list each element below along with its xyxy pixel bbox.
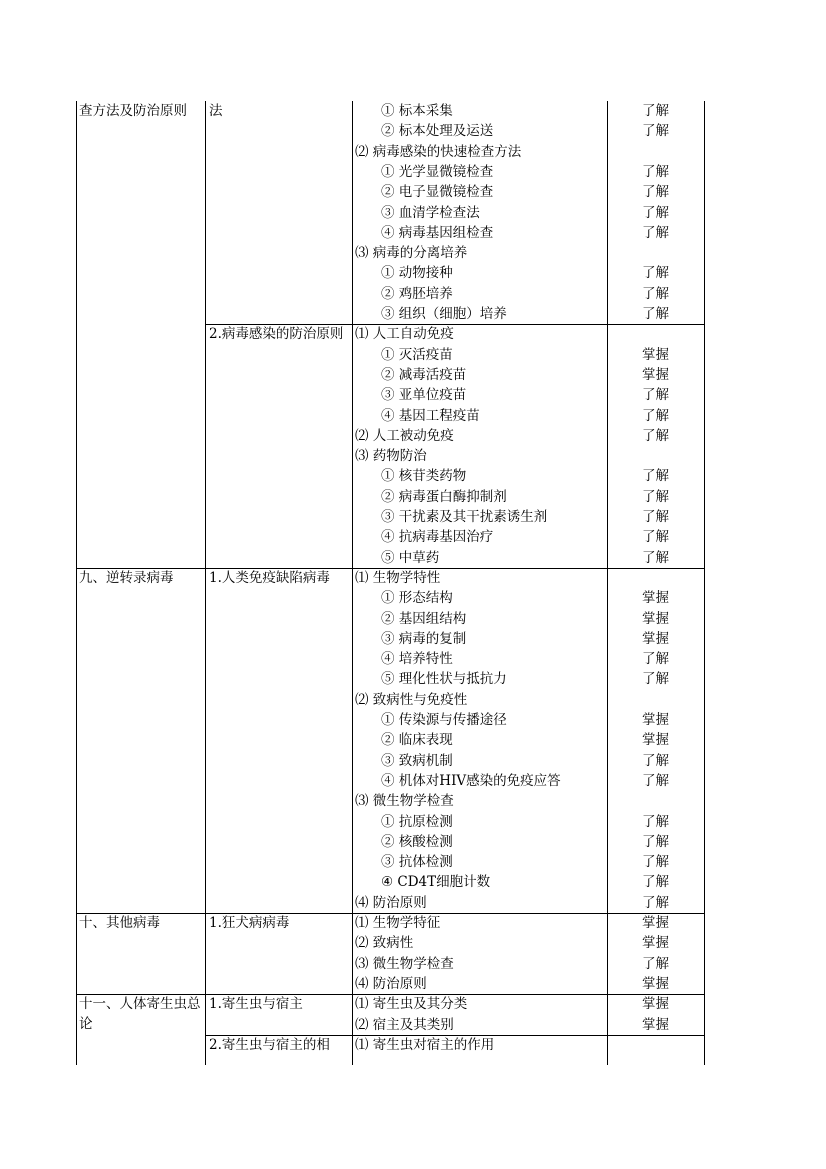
item-cell: ⑵ 病毒感染的快速检查方法: [355, 143, 522, 160]
item-cell: ④ CD4T细胞计数: [381, 874, 491, 891]
unit-cell: 法: [209, 103, 223, 119]
table-row: [76, 203, 706, 223]
requirement-level-cell: 了解: [642, 529, 669, 546]
item-cell: ⑶ 微生物学检查: [355, 955, 454, 972]
table-row: [76, 426, 706, 446]
table-row: [76, 466, 706, 486]
unit-cell: 1.人类免疫缺陷病毒: [209, 569, 330, 586]
table-row: [76, 832, 706, 852]
table-row: [76, 609, 706, 629]
requirement-level-cell: 了解: [642, 163, 669, 180]
table-row: [76, 872, 706, 892]
table-row: [76, 527, 706, 547]
table-row: [76, 669, 706, 689]
item-cell: ⑴ 寄生虫及其分类: [355, 996, 468, 1013]
requirement-level-cell: 了解: [642, 427, 669, 444]
requirement-level-cell: 了解: [642, 671, 669, 688]
table-row: [76, 791, 706, 811]
item-cell: ① 抗原检测: [381, 813, 453, 830]
requirement-level-cell: 掌握: [642, 610, 669, 627]
table-row: [76, 182, 706, 202]
requirement-level-cell: 了解: [642, 549, 669, 566]
item-cell: ② 减毒活疫苗: [381, 366, 467, 383]
table-row: [76, 345, 706, 365]
item-cell: ③ 致病机制: [381, 752, 453, 769]
requirement-level-cell: 掌握: [642, 346, 669, 363]
item-cell: ⑶ 病毒的分离培养: [355, 245, 468, 262]
table-row: [76, 954, 706, 974]
table-row: [76, 649, 706, 669]
requirement-level-cell: 了解: [642, 387, 669, 404]
requirement-level-cell: 掌握: [642, 732, 669, 749]
item-cell: ⑴ 生物学特性: [355, 569, 441, 586]
requirement-level-cell: 掌握: [642, 1016, 669, 1033]
chapter-cell: 九、逆转录病毒: [79, 569, 174, 586]
item-cell: ⑷ 防治原则: [355, 894, 427, 911]
requirement-level-cell: 掌握: [642, 590, 669, 607]
table-row: [76, 913, 706, 933]
item-cell: ① 灭活疫苗: [381, 346, 453, 363]
chapter-cell: 查方法及防治原则: [79, 103, 187, 119]
item-cell: ④ 培养特性: [381, 651, 453, 668]
requirement-level-cell: 掌握: [642, 366, 669, 383]
item-cell: ③ 抗体检测: [381, 854, 453, 871]
table-row: [76, 548, 706, 568]
table-row: [76, 751, 706, 771]
item-cell: ② 基因组结构: [381, 610, 467, 627]
unit-cell: 1.寄生虫与宿主: [209, 996, 303, 1013]
item-cell: ⑶ 药物防治: [355, 448, 427, 465]
requirement-level-cell: 掌握: [642, 915, 669, 931]
item-cell: ⑷ 防治原则: [355, 975, 427, 992]
item-cell: ⑤ 理化性状与抵抗力: [381, 671, 507, 688]
table-row: [76, 406, 706, 426]
table-row: [76, 568, 706, 588]
table-row: [76, 446, 706, 466]
item-cell: ① 形态结构: [381, 590, 453, 607]
requirement-level-cell: 了解: [642, 103, 669, 119]
requirement-level-cell: 了解: [642, 204, 669, 221]
item-cell: ⑴ 寄生虫对宿主的作用: [355, 1036, 495, 1053]
table-row: [76, 101, 706, 121]
table-row: [76, 223, 706, 243]
item-cell: ④ 病毒基因组检查: [381, 224, 494, 241]
table-row: [76, 852, 706, 872]
item-cell: ① 光学显微镜检查: [381, 163, 494, 180]
table-row: [76, 304, 706, 324]
requirement-level-cell: 了解: [642, 894, 669, 911]
requirement-level-cell: 了解: [642, 772, 669, 789]
table-row: [76, 812, 706, 832]
table-row: [76, 487, 706, 507]
unit-cell: 2.病毒感染的防治原则: [209, 326, 344, 343]
item-cell: ⑴ 人工自动免疫: [355, 326, 454, 343]
item-cell: ⑴ 生物学特征: [355, 915, 441, 931]
requirement-level-cell: 了解: [642, 468, 669, 485]
requirement-level-cell: 了解: [642, 854, 669, 871]
item-cell: ③ 组织（细胞）培养: [381, 306, 507, 322]
requirement-level-cell: 了解: [642, 123, 669, 140]
item-cell: ④ 基因工程疫苗: [381, 407, 480, 424]
item-cell: ② 核酸检测: [381, 833, 453, 850]
item-cell: ⑤ 中草药: [381, 549, 440, 566]
table-row: [76, 974, 706, 994]
table-row: [76, 710, 706, 730]
table-row: [76, 365, 706, 385]
item-cell: ⑵ 致病性: [355, 935, 414, 952]
table-row: [76, 121, 706, 141]
item-cell: ② 电子显微镜检查: [381, 184, 494, 201]
item-cell: ② 病毒蛋白酶抑制剂: [381, 488, 507, 505]
table-row: [76, 284, 706, 304]
item-cell: ③ 病毒的复制: [381, 630, 467, 647]
requirement-level-cell: 了解: [642, 488, 669, 505]
table-row: [76, 690, 706, 710]
table-row: [76, 893, 706, 913]
table-row: [76, 243, 706, 263]
requirement-level-cell: 掌握: [642, 630, 669, 647]
item-cell: ① 核苷类药物: [381, 468, 467, 485]
item-cell: ② 临床表现: [381, 732, 453, 749]
item-cell: ⑶ 微生物学检查: [355, 793, 454, 810]
requirement-level-cell: 了解: [642, 265, 669, 282]
table-row: [76, 588, 706, 608]
requirement-level-cell: 了解: [642, 874, 669, 891]
table-row: [76, 1035, 706, 1055]
item-cell: ① 动物接种: [381, 265, 453, 282]
requirement-level-cell: 了解: [642, 509, 669, 525]
table-row: [76, 730, 706, 750]
requirement-level-cell: 掌握: [642, 712, 669, 728]
requirement-level-cell: 了解: [642, 833, 669, 850]
table-row: [76, 324, 706, 344]
requirement-level-cell: 了解: [642, 651, 669, 668]
item-cell: ⑵ 致病性与免疫性: [355, 691, 468, 708]
item-cell: ④ 机体对HIV感染的免疫应答: [381, 772, 561, 789]
table-row: [76, 385, 706, 405]
table-row: [76, 771, 706, 791]
item-cell: ② 标本处理及运送: [381, 123, 494, 140]
requirement-level-cell: 了解: [642, 407, 669, 424]
requirement-level-cell: 了解: [642, 224, 669, 241]
requirement-level-cell: 了解: [642, 285, 669, 302]
requirement-level-cell: 掌握: [642, 975, 669, 992]
item-cell: ① 传染源与传播途径: [381, 712, 507, 728]
requirement-level-cell: 了解: [642, 813, 669, 830]
item-cell: ② 鸡胚培养: [381, 285, 453, 302]
table-row: [76, 162, 706, 182]
table-row: [76, 507, 706, 527]
requirement-level-cell: 了解: [642, 955, 669, 972]
item-cell: ① 标本采集: [381, 103, 453, 119]
requirement-level-cell: 掌握: [642, 935, 669, 952]
chapter-cell: 十、其他病毒: [79, 915, 160, 931]
unit-cell: 1.狂犬病病毒: [209, 915, 290, 931]
unit-cell: 2.寄生虫与宿主的相: [209, 1036, 330, 1053]
requirement-level-cell: 了解: [642, 306, 669, 322]
item-cell: ③ 亚单位疫苗: [381, 387, 467, 404]
table-row: [76, 142, 706, 162]
item-cell: ⑵ 人工被动免疫: [355, 427, 454, 444]
requirement-level-cell: 了解: [642, 184, 669, 201]
requirement-level-cell: 掌握: [642, 996, 669, 1013]
table-row: [76, 1015, 706, 1035]
table-row: [76, 629, 706, 649]
chapter-cell: 十一、人体寄生虫总论: [79, 996, 201, 1033]
table-row: [76, 263, 706, 283]
item-cell: ④ 抗病毒基因治疗: [381, 529, 494, 546]
requirement-level-cell: 了解: [642, 752, 669, 769]
item-cell: ⑵ 宿主及其类别: [355, 1016, 454, 1033]
table-row: [76, 933, 706, 953]
item-cell: ③ 干扰素及其干扰素诱生剂: [381, 509, 548, 525]
item-cell: ③ 血清学检查法: [381, 204, 480, 221]
